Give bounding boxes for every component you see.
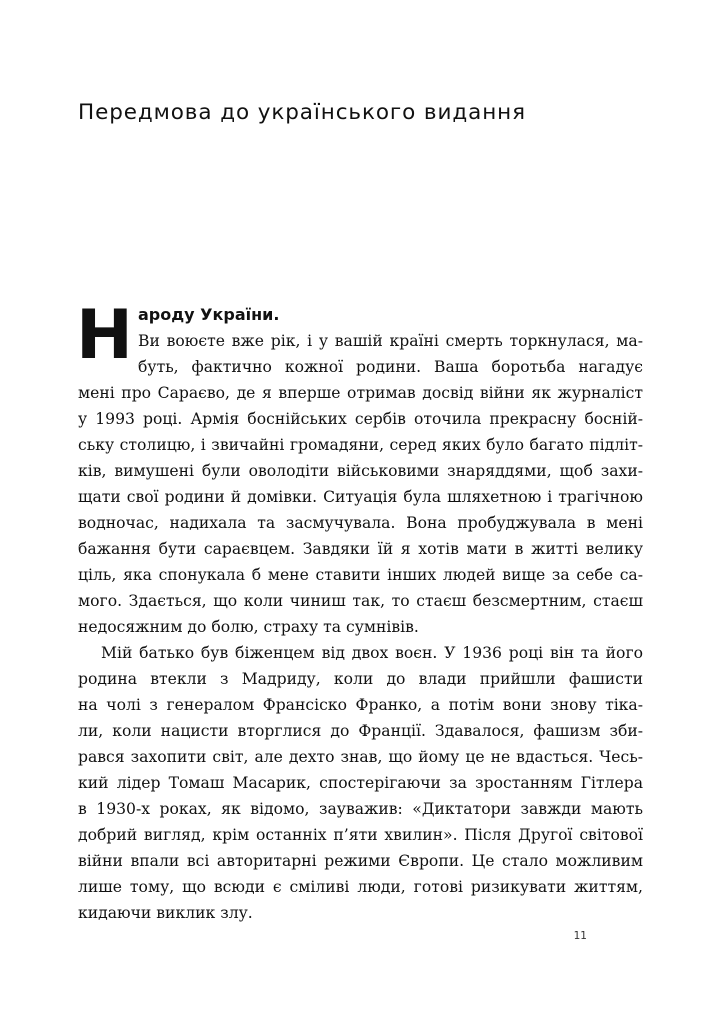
text-line: в 1930-х роках, як відомо, зауважив: «Диктатори завжди мають <box>78 800 643 818</box>
text-line: ли, коли нацисти вторглися до Франції. Здавалося, фашизм зби- <box>78 722 643 740</box>
text-line: лише тому, що всюди є сміливі люди, готові ризикувати життям, <box>78 878 643 896</box>
text-line: на чолі з генералом Франсіско Франко, а потім вони знову тіка- <box>78 696 643 714</box>
text-line: мого. Здається, що коли чиниш так, то стаєш безсмертним, стаєш <box>78 592 643 610</box>
text-line: війни впали всі авторитарні режими Європи. Це стало можливим <box>78 852 643 870</box>
greeting: ароду України. <box>138 305 280 324</box>
text-line: недосяжним до болю, страху та сумнівів. <box>78 618 419 636</box>
text-line: ків, вимушені були оволодіти військовими знаряддями, щоб захи- <box>78 462 643 480</box>
text-line: рався захопити світ, але дехто знав, що йому це не вдасться. Чесь- <box>78 748 643 766</box>
text-line: водночас, надихала та засмучувала. Вона пробуджувала в мені <box>78 514 643 532</box>
text-line: кий лідер Томаш Масарик, спостерігаючи за зростанням Гітлера <box>78 774 643 792</box>
drop-cap: Н <box>76 296 133 375</box>
text-line: добрий вигляд, крім останніх п’яти хвилин». Після Другої світової <box>78 826 643 844</box>
text-line: щати свої родини й домівки. Ситуація була шляхетною і трагічною <box>78 488 643 506</box>
text-line: буть, фактично кожної родини. Ваша боротьба нагадує <box>138 358 643 376</box>
text-line: ціль, яка спонукала б мене ставити інших людей вище за себе са- <box>78 566 643 584</box>
text-line: ську столицю, і звичайні громадяни, серед яких було багато підліт- <box>78 436 643 454</box>
text-line: у 1993 році. Армія боснійських сербів оточила прекрасну босній- <box>78 410 643 428</box>
text-line: бажання бути сараєвцем. Завдяки їй я хотів мати в житті велику <box>78 540 643 558</box>
text-line: Мій батько був біженцем від двох воєн. У 1936 році він та його <box>101 644 643 662</box>
text-line: родина втекли з Мадриду, коли до влади прийшли фашисти <box>78 670 643 688</box>
text-line: мені про Сараєво, де я вперше отримав досвід війни як журналіст <box>78 384 643 402</box>
text-line: кидаючи виклик злу. <box>78 904 253 922</box>
page-number: 11 <box>573 930 587 942</box>
page-title: Передмова до українського видання <box>78 100 526 125</box>
text-line: Ви воюєте вже рік, і у вашій країні смерть торкнулася, ма- <box>138 332 643 350</box>
